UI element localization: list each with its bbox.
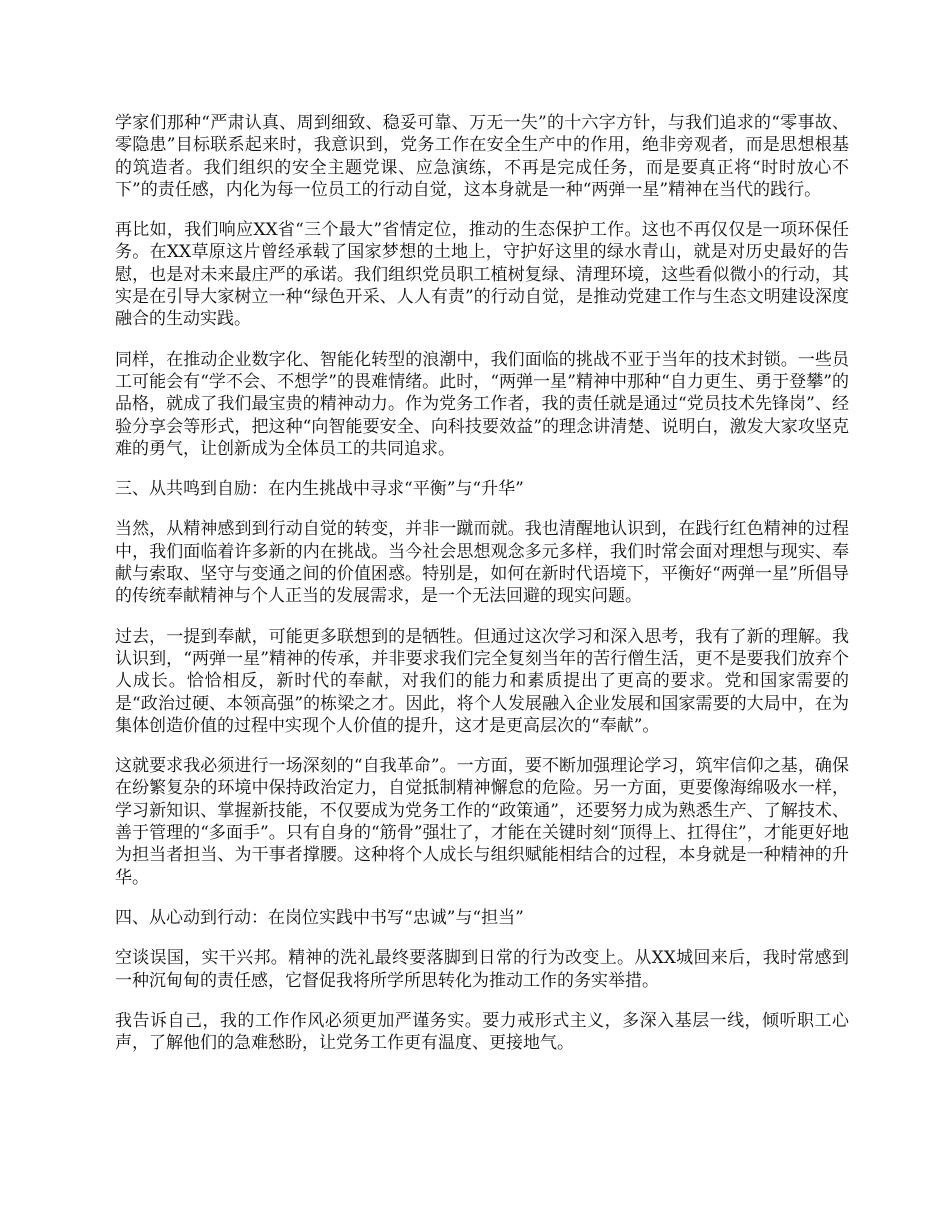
section-heading: 三、从共鸣到自励：在内生挑战中寻求“平衡”与“升华”	[115, 479, 524, 500]
paragraph: 学家们那种“严肃认真、周到细致、稳妥可靠、万无一失”的十六字方针，与我们追求的“零事故、零隐患”目标联系起来时，我意识到，党务工作在安全生产中的作用，绝非旁观者，而是思想根基的筑造者。我们组织的安全主题党课、应急演练，不再是完成任务，而是要真正将“时时放心不下”的责任感，内化为每一位员工的行动自觉，这本身就是一种“两弹一星”精神在当代的践行。	[115, 113, 849, 200]
paragraph: 再比如，我们响应XX省“三个最大”省情定位，推动的生态保护工作。这也不再仅仅是一项环保任务。在XX草原这片曾经承载了国家梦想的土地上，守护好这里的绿水青山，就是对历史最好的告慰，也是对未来最庄严的承诺。我们组织党员职工植树复绿、清理环境，这些看似微小的行动，其实是在引导大家树立一种“绿色开采、人人有责”的行动自觉，是推动党建工作与生态文明建设深度融合的生动实践。	[115, 220, 849, 330]
paragraph: 当然，从精神感到到行动自觉的转变，并非一蹴而就。我也清醒地认识到，在践行红色精神的过程中，我们面临着许多新的内在挑战。当今社会思想观念多元多样，我们时常会面对理想与现实、奉献与索取、坚守与变通之间的价值困惑。特别是，如何在新时代语境下，平衡好“两弹一星”所倡导的传统奉献精神与个人正当的发展需求，是一个无法回避的现实问题。	[115, 519, 849, 607]
document-body	[115, 112, 849, 1072]
paragraph: 空谈误国，实干兴邦。精神的洗礼最终要落脚到日常的行为改变上。从XX城回来后，我时常感到一种沉甸甸的责任感，它督促我将所学所思转化为推动工作的务实举措。	[115, 948, 849, 991]
paragraph: 过去，一提到奉献，可能更多联想到的是牺牲。但通过这次学习和深入思考，我有了新的理解。我认识到，“两弹一星”精神的传承，并非要求我们完全复刻当年的苦行僧生活，更不是要我们放弃个人成长。恰恰相反，新时代的奉献，对我们的能力和素质提出了更高的要求。党和国家需要的是“政治过硬、本领高强”的栋梁之才。因此，将个人发展融入企业发展和国家需要的大局中，在为集体创造价值的过程中实现个人价值的提升，这才是更高层次的“奉献”。	[115, 626, 849, 736]
paragraph: 这就要求我必须进行一场深刻的“自我革命”。一方面，要不断加强理论学习，筑牢信仰之基，确保在纷繁复杂的环境中保持政治定力，自觉抵制精神懈怠的危险。另一方面，更要像海绵吸水一样，学习新知识、掌握新技能，不仅要成为党务工作的“政策通”，还要努力成为熟悉生产、了解技术、善于管理的“多面手”。只有自身的“筋骨”强壮了，才能在关键时刻“顶得上、扛得住”，才能更好地为担当者担当、为干事者撑腰。这种将个人成长与组织赋能相结合的过程，本身就是一种精神的升华。	[115, 756, 849, 888]
paragraph: 我告诉自己，我的工作作风必须更加严谨务实。要力戒形式主义，多深入基层一线，倾听职工心声，了解他们的急难愁盼，让党务工作更有温度、更接地气。	[115, 1010, 849, 1054]
paragraph: 同样，在推动企业数字化、智能化转型的浪潮中，我们面临的挑战不亚于当年的技术封锁。一些员工可能会有“学不会、不想学”的畏难情绪。此时，“两弹一星”精神中那种“自力更生、勇于登攀”的品格，就成了我们最宝贵的精神动力。作为党务工作者，我的责任就是通过“党员技术先锋岗”、经验分享会等形式，把这种“向智能要安全、向科技要效益”的理念讲清楚、说明白，激发大家攻坚克难的勇气，让创新成为全体员工的共同追求。	[115, 349, 849, 459]
section-heading: 四、从心动到行动：在岗位实践中书写“忠诚”与“担当”	[115, 907, 524, 928]
